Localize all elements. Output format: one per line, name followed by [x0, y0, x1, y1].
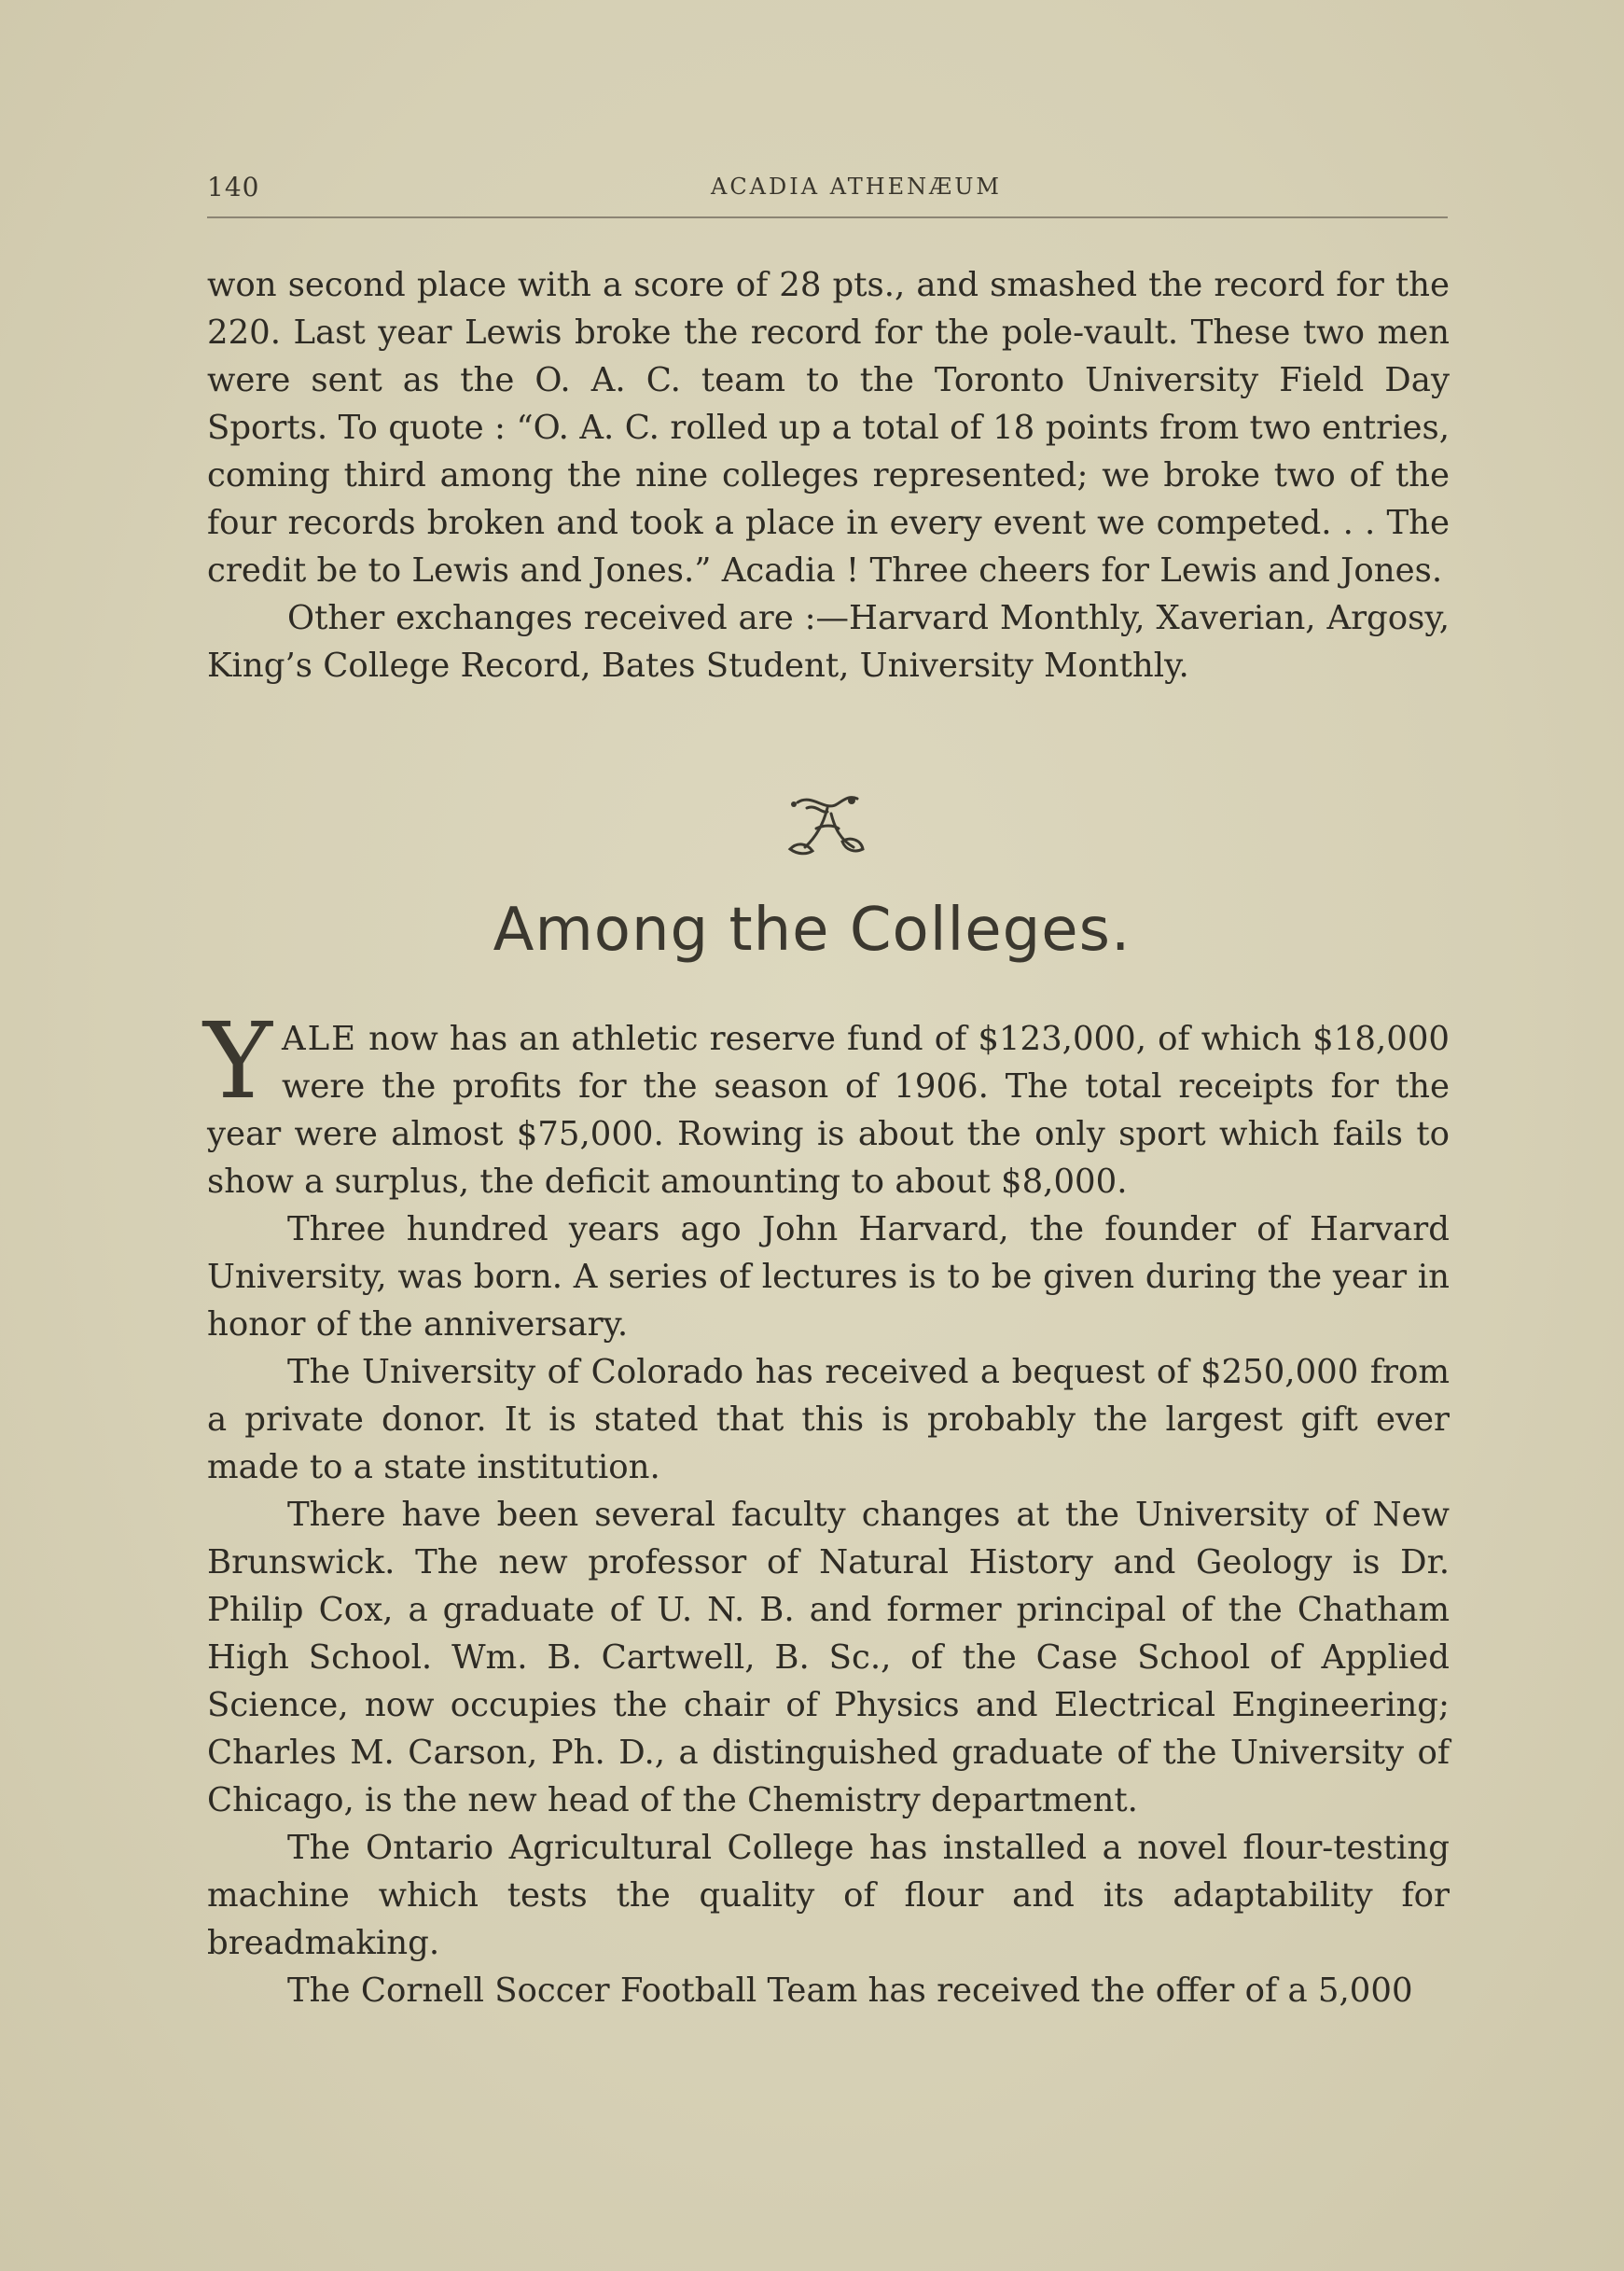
unb-paragraph: There have been several faculty changes at the University of New Brunswick. The new professor of Natural History and Geology is Dr. Philip Cox, a graduate of U. N. B. and former principal of the Chatham High School. Wm. B. Cartwell, B. Sc., of the Case School of Applied Science, now occupies the chair of Physics and Electrical Engineering; Charles M. Carson, Ph. D., a distinguished graduate of the University of Chicago, is the new head of the Chemistry department.	[207, 1496, 1450, 1819]
oac-paragraph: The Ontario Agricultural College has installed a novel flour-testing machine which tests the quality of flour and its adaptability for breadmaking.	[207, 1829, 1450, 1962]
colorado-paragraph: The University of Colorado has received a bequest of $250,000 from a private donor. It is stated that this is probably the largest gift ever made to a state institution.	[207, 1353, 1450, 1486]
among-the-colleges-body	[203, 1001, 1450, 2014]
yale-paragraph-text: now has an athletic reserve fund of $123,000, of which $18,000 were the profits for the season of 1906. The total receipts for the year were almost $75,000. Rowing is about the only sport which fails to show a surplus, the deficit amounting to about $8,000.	[207, 1020, 1450, 1201]
cornell-paragraph: The Cornell Soccer Football Team has received the offer of a 5,000	[287, 1971, 1413, 2010]
printers-ornament-icon	[770, 786, 881, 870]
lead-caps: ALE	[281, 1020, 358, 1058]
yale-paragraph	[203, 1001, 1450, 1205]
harvard-paragraph: Three hundred years ago John Harvard, the founder of Harvard University, was born. A series of lectures is to be given during the year in honor of the anniversary.	[207, 1210, 1450, 1344]
running-title: ACADIA ATHENÆUM	[710, 174, 1002, 200]
page-header	[207, 166, 1450, 207]
drop-cap: Y	[203, 1001, 272, 1122]
exchange-paragraph: won second place with a score of 28 pts., and smashed the record for the 220. Last year Lewis broke the record for the pole-vault. These two men were sent as the O. A. C. team to the Toronto University Field Day Sports. To quote : “O. A. C. rolled up a total of 18 points from two entries, coming third among the nine colleges represented; we broke two of the four records broken and took a place in every event we competed. . . The credit be to Lewis and Jones.” Acadia ! Three cheers for Lewis and Jones.	[207, 266, 1450, 590]
header-rule	[207, 216, 1448, 218]
exchanges-continuation	[207, 261, 1450, 690]
other-exchanges-paragraph: Other exchanges received are :—Harvard Monthly, Xaverian, Argosy, King’s College Record, Bates Student, University Monthly.	[207, 599, 1450, 685]
section-title: Among the Colleges.	[493, 896, 1131, 965]
page-number: 140	[207, 172, 260, 202]
